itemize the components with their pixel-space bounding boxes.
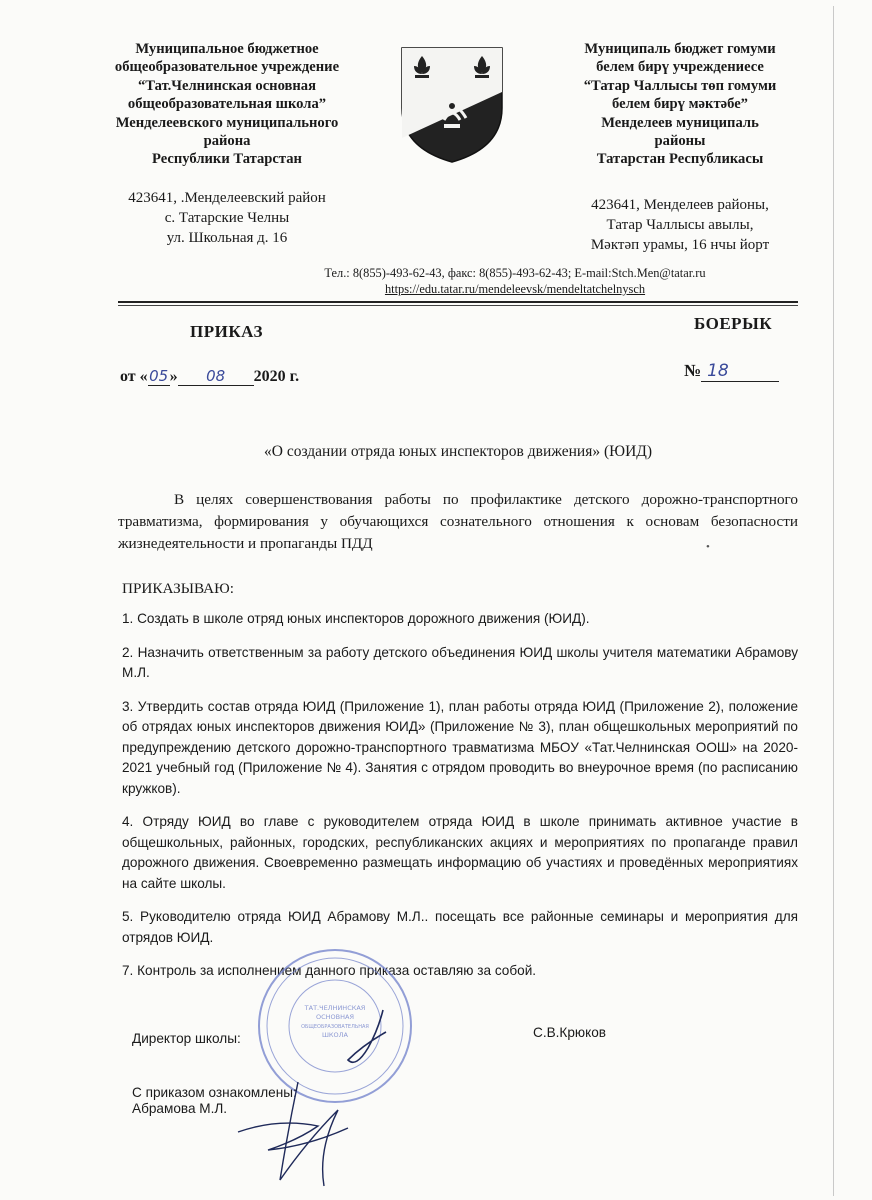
order-point: 4. Отряду ЮИД во главе с руководителем отряда ЮИД в школе принимать активное участие в общешкольных, районных, городских, республиканских акциях и мероприятиях по пропаганде правил дорожного движения. Своевременно размещать информацию об участиях и проведённых мероприятиях на сайте школы. (122, 814, 798, 891)
number-value: 18 (701, 361, 779, 382)
coat-of-arms-emblem (398, 46, 506, 164)
order-point: 1. Создать в школе отряд юных инспекторов дорожного движения (ЮИД). (122, 611, 590, 626)
header-right-line: белем бирү мәктәбе” (612, 96, 748, 113)
order-subject: «О создании отряда юных инспекторов движения» (ЮИД) (264, 443, 652, 460)
ack-label: С приказом ознакомлены: (132, 1085, 297, 1100)
scan-mark: • (706, 541, 710, 553)
order-title-tt: БОЕРЫК (694, 314, 773, 333)
ack-name: Абрамова М.Л. (132, 1101, 228, 1116)
header-left-line: Муниципальное бюджетное (135, 41, 319, 57)
header-right-line: белем бирү учреждениесе (596, 59, 764, 76)
header-left-line: района (203, 133, 251, 150)
order-date (120, 367, 299, 386)
stamp-line: ОСНОВНАЯ (316, 1013, 354, 1021)
contact-info (230, 265, 800, 297)
date-month: 08 (178, 367, 254, 386)
stamp-line: ШКОЛА (321, 1031, 349, 1039)
website-link[interactable]: https://edu.tatar.ru/mendeleevsk/mendeltatchelnysch (384, 282, 646, 296)
address-line: Мәктәп урамы, 16 нчы йорт (590, 237, 770, 253)
stamp-line: ТАТ.ЧЕЛНИНСКАЯ (304, 1004, 366, 1012)
order-point: 2. Назначить ответственным за работу детского объединения ЮИД школы учителя математики Абрамову М.Л. (122, 644, 798, 680)
number-label: № (684, 361, 702, 380)
order-preamble: В целях совершенствования работы по профилактике детского дорожно-транспортного травматизма, формирования у обучающихся сознательного отношения к основам безопасности жизнедеятельности и пропаганды ПДД (118, 491, 798, 552)
phone-email: Тел.: 8(855)-493-62-43, факс: 8(855)-493-62-43; E-mail:Stch.Men@tatar.ru (324, 266, 706, 280)
stamp-line: ОБЩЕОБРАЗОВАТЕЛЬНАЯ (301, 1024, 369, 1030)
header-left-line: Менделеевского муниципального (115, 114, 339, 131)
header-left-line: Республики Татарстан (152, 151, 302, 168)
order-title-ru: ПРИКАЗ (190, 322, 263, 341)
order-number (684, 361, 779, 382)
address-line: с. Татарские Челны (164, 210, 290, 226)
address-ru (92, 188, 362, 248)
director-name: С.В.Крюков (533, 1025, 606, 1040)
handwritten-signatures (228, 990, 488, 1190)
school-name-ru (92, 40, 362, 169)
header-left-line: общеобразовательная школа” (127, 96, 327, 113)
address-line: 423641, .Менделеевский район (128, 190, 326, 206)
header-right-line: “Татар Чаллысы төп гомуми (583, 77, 777, 94)
address-line: 423641, Менделеев районы, (591, 197, 769, 213)
date-quote: » (169, 368, 178, 385)
date-day: 05 (149, 367, 169, 385)
header-left-line: “Тат.Челнинская основная (137, 77, 316, 94)
date-prefix: от « (120, 368, 148, 385)
header-divider (118, 301, 798, 303)
header-left-line: общеобразовательное учреждение (114, 59, 340, 76)
order-point: 3. Утвердить состав отряда ЮИД (Приложение 1), план работы отряда ЮИД (Приложение 2), положение об отрядах юных инспекторов движения ЮИД» (Приложение № 3), план общешкольных мероприятий по предупреждению детского дорожно-транспортного травматизма МБОУ «Тат.Челнинская ООШ» на 2020-2021 учебный год (Приложение № 4). Занятия с отрядом проводить во внеурочное время (по расписанию кружков). (122, 698, 798, 796)
order-point: 7. Контроль за исполнением данного приказа оставляю за собой. (122, 963, 537, 978)
paper-edge (833, 6, 834, 1196)
signature-label: Директор школы: (132, 1031, 241, 1046)
header-divider-thin (118, 305, 798, 306)
header-right-line: Муниципаль бюджет гомуми (584, 41, 776, 57)
header-right-line: районы (654, 133, 706, 150)
order-point: 5. Руководителю отряда ЮИД Абрамову М.Л.. посещать все районные семинары и мероприятия для отрядов ЮИД. (122, 909, 798, 945)
order-directive: ПРИКАЗЫВАЮ: (122, 580, 234, 597)
school-name-tt (560, 40, 800, 169)
header-right-line: Менделеев муниципаль (601, 114, 759, 131)
order-points (122, 609, 798, 995)
header-right-line: Татарстан Республикасы (596, 151, 764, 168)
address-tt (560, 195, 800, 255)
date-year: 2020 г. (253, 368, 300, 385)
address-line: Татар Чаллысы авылы, (606, 217, 754, 233)
address-line: ул. Школьная д. 16 (166, 230, 288, 246)
